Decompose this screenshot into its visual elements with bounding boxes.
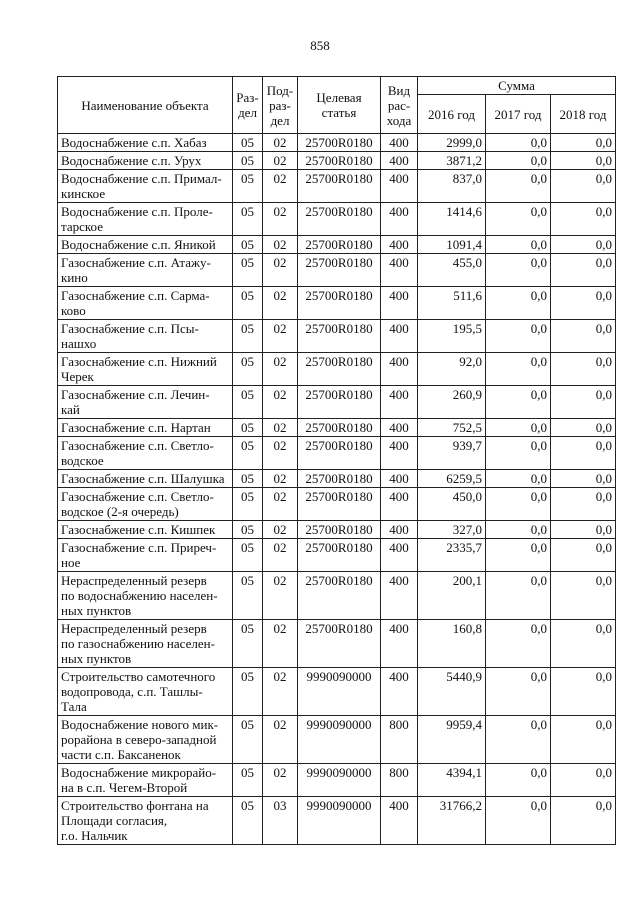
podrazdel-cell: 02	[263, 437, 298, 470]
header-name: Наименование объекта	[58, 77, 233, 134]
table-row	[58, 797, 616, 845]
sum-2017-cell: 0,0	[486, 419, 551, 437]
razdel-cell: 05	[233, 572, 263, 620]
podrazdel-cell: 02	[263, 134, 298, 152]
razdel-cell: 05	[233, 764, 263, 797]
object-name-cell: Газоснабжение с.п. Сарма- ково	[58, 287, 233, 320]
table-row	[58, 419, 616, 437]
sum-2016-cell: 1091,4	[418, 236, 486, 254]
podrazdel-cell: 02	[263, 386, 298, 419]
table-row	[58, 320, 616, 353]
sum-2018-cell: 0,0	[551, 134, 616, 152]
sum-2016-cell: 837,0	[418, 170, 486, 203]
sum-2018-cell: 0,0	[551, 572, 616, 620]
page-number: 858	[310, 38, 330, 53]
expense-type-cell: 400	[381, 134, 418, 152]
target-article-cell: 25700R0180	[298, 353, 381, 386]
podrazdel-cell: 02	[263, 254, 298, 287]
expense-type-cell: 400	[381, 254, 418, 287]
podrazdel-cell: 02	[263, 488, 298, 521]
podrazdel-cell: 02	[263, 668, 298, 716]
object-name-cell: Газоснабжение с.п. Шалушка	[58, 470, 233, 488]
object-name-cell: Газоснабжение с.п. Атажу- кино	[58, 254, 233, 287]
sum-2016-cell: 4394,1	[418, 764, 486, 797]
table-row	[58, 386, 616, 419]
sum-2018-cell: 0,0	[551, 170, 616, 203]
sum-2017-cell: 0,0	[486, 470, 551, 488]
sum-2018-cell: 0,0	[551, 620, 616, 668]
podrazdel-cell: 02	[263, 470, 298, 488]
sum-2018-cell: 0,0	[551, 353, 616, 386]
sum-2016-cell: 939,7	[418, 437, 486, 470]
razdel-cell: 05	[233, 539, 263, 572]
sum-2016-cell: 31766,2	[418, 797, 486, 845]
sum-2018-cell: 0,0	[551, 470, 616, 488]
podrazdel-cell: 02	[263, 320, 298, 353]
sum-2017-cell: 0,0	[486, 386, 551, 419]
sum-2017-cell: 0,0	[486, 203, 551, 236]
razdel-cell: 05	[233, 287, 263, 320]
podrazdel-cell: 02	[263, 419, 298, 437]
table-row	[58, 236, 616, 254]
header-razdel: Раз- дел	[233, 77, 263, 134]
razdel-cell: 05	[233, 437, 263, 470]
object-name-cell: Водоснабжение нового мик- рорайона в северо-западной части с.п. Баксаненок	[58, 716, 233, 764]
object-name-cell: Водоснабжение с.п. Яникой	[58, 236, 233, 254]
table-row	[58, 287, 616, 320]
table-row	[58, 203, 616, 236]
sum-2017-cell: 0,0	[486, 152, 551, 170]
sum-2016-cell: 2999,0	[418, 134, 486, 152]
sum-2016-cell: 752,5	[418, 419, 486, 437]
podrazdel-cell: 02	[263, 539, 298, 572]
podrazdel-cell: 02	[263, 716, 298, 764]
sum-2017-cell: 0,0	[486, 620, 551, 668]
podrazdel-cell: 02	[263, 620, 298, 668]
table-row	[58, 353, 616, 386]
object-name-cell: Водоснабжение с.п. Примал- кинское	[58, 170, 233, 203]
razdel-cell: 05	[233, 668, 263, 716]
razdel-cell: 05	[233, 716, 263, 764]
table-row	[58, 170, 616, 203]
target-article-cell: 25700R0180	[298, 620, 381, 668]
header-2017: 2017 год	[486, 95, 551, 134]
sum-2016-cell: 327,0	[418, 521, 486, 539]
sum-2017-cell: 0,0	[486, 764, 551, 797]
object-name-cell: Газоснабжение с.п. Лечин- кай	[58, 386, 233, 419]
sum-2017-cell: 0,0	[486, 254, 551, 287]
expense-type-cell: 400	[381, 320, 418, 353]
sum-2017-cell: 0,0	[486, 668, 551, 716]
sum-2017-cell: 0,0	[486, 320, 551, 353]
podrazdel-cell: 03	[263, 797, 298, 845]
budget-table	[57, 76, 616, 845]
header-2018: 2018 год	[551, 95, 616, 134]
sum-2018-cell: 0,0	[551, 419, 616, 437]
sum-2016-cell: 92,0	[418, 353, 486, 386]
target-article-cell: 25700R0180	[298, 419, 381, 437]
target-article-cell: 9990090000	[298, 797, 381, 845]
sum-2016-cell: 6259,5	[418, 470, 486, 488]
expense-type-cell: 400	[381, 488, 418, 521]
header-row	[58, 77, 616, 95]
table-row	[58, 488, 616, 521]
expense-type-cell: 400	[381, 539, 418, 572]
sum-2017-cell: 0,0	[486, 236, 551, 254]
razdel-cell: 05	[233, 236, 263, 254]
sum-2016-cell: 9959,4	[418, 716, 486, 764]
expense-type-cell: 400	[381, 419, 418, 437]
sum-2017-cell: 0,0	[486, 353, 551, 386]
object-name-cell: Газоснабжение с.п. Приреч- ное	[58, 539, 233, 572]
podrazdel-cell: 02	[263, 287, 298, 320]
razdel-cell: 05	[233, 152, 263, 170]
header-sum: Сумма	[418, 77, 616, 95]
expense-type-cell: 400	[381, 236, 418, 254]
sum-2016-cell: 450,0	[418, 488, 486, 521]
expense-type-cell: 400	[381, 437, 418, 470]
sum-2018-cell: 0,0	[551, 797, 616, 845]
table-row	[58, 470, 616, 488]
header-target: Целевая статья	[298, 77, 381, 134]
object-name-cell: Водоснабжение с.п. Проле- тарское	[58, 203, 233, 236]
object-name-cell: Нераспределенный резерв по газоснабжению населен- ных пунктов	[58, 620, 233, 668]
razdel-cell: 05	[233, 254, 263, 287]
sum-2018-cell: 0,0	[551, 764, 616, 797]
sum-2018-cell: 0,0	[551, 488, 616, 521]
sum-2018-cell: 0,0	[551, 236, 616, 254]
podrazdel-cell: 02	[263, 521, 298, 539]
target-article-cell: 25700R0180	[298, 572, 381, 620]
razdel-cell: 05	[233, 521, 263, 539]
table-row	[58, 764, 616, 797]
header-vid: Вид рас- хода	[381, 77, 418, 134]
sum-2016-cell: 195,5	[418, 320, 486, 353]
table-row	[58, 437, 616, 470]
object-name-cell: Строительство самотечного водопровода, с.п. Ташлы- Тала	[58, 668, 233, 716]
object-name-cell: Водоснабжение микрорайо- на в с.п. Чегем-Второй	[58, 764, 233, 797]
target-article-cell: 9990090000	[298, 716, 381, 764]
object-name-cell: Водоснабжение с.п. Хабаз	[58, 134, 233, 152]
razdel-cell: 05	[233, 419, 263, 437]
object-name-cell: Строительство фонтана на Площади согласия, г.о. Нальчик	[58, 797, 233, 845]
object-name-cell: Газоснабжение с.п. Нижний Черек	[58, 353, 233, 386]
sum-2016-cell: 455,0	[418, 254, 486, 287]
table-row	[58, 521, 616, 539]
expense-type-cell: 400	[381, 386, 418, 419]
target-article-cell: 25700R0180	[298, 152, 381, 170]
sum-2018-cell: 0,0	[551, 539, 616, 572]
target-article-cell: 25700R0180	[298, 236, 381, 254]
razdel-cell: 05	[233, 170, 263, 203]
podrazdel-cell: 02	[263, 353, 298, 386]
target-article-cell: 25700R0180	[298, 320, 381, 353]
razdel-cell: 05	[233, 203, 263, 236]
podrazdel-cell: 02	[263, 203, 298, 236]
sum-2016-cell: 160,8	[418, 620, 486, 668]
expense-type-cell: 400	[381, 287, 418, 320]
sum-2018-cell: 0,0	[551, 437, 616, 470]
table-row	[58, 620, 616, 668]
target-article-cell: 25700R0180	[298, 170, 381, 203]
expense-type-cell: 400	[381, 620, 418, 668]
table-row	[58, 134, 616, 152]
table-row	[58, 152, 616, 170]
table-row	[58, 254, 616, 287]
sum-2017-cell: 0,0	[486, 170, 551, 203]
sum-2016-cell: 1414,6	[418, 203, 486, 236]
target-article-cell: 25700R0180	[298, 470, 381, 488]
object-name-cell: Газоснабжение с.п. Светло- водское	[58, 437, 233, 470]
sum-2018-cell: 0,0	[551, 320, 616, 353]
target-article-cell: 9990090000	[298, 764, 381, 797]
target-article-cell: 25700R0180	[298, 254, 381, 287]
table-row	[58, 716, 616, 764]
target-article-cell: 25700R0180	[298, 287, 381, 320]
expense-type-cell: 400	[381, 353, 418, 386]
podrazdel-cell: 02	[263, 170, 298, 203]
razdel-cell: 05	[233, 134, 263, 152]
table-body	[58, 134, 616, 845]
sum-2017-cell: 0,0	[486, 437, 551, 470]
sum-2017-cell: 0,0	[486, 572, 551, 620]
header-podrazdel: Под- раз- дел	[263, 77, 298, 134]
podrazdel-cell: 02	[263, 236, 298, 254]
expense-type-cell: 400	[381, 203, 418, 236]
expense-type-cell: 400	[381, 170, 418, 203]
sum-2018-cell: 0,0	[551, 152, 616, 170]
expense-type-cell: 400	[381, 152, 418, 170]
object-name-cell: Газоснабжение с.п. Кишпек	[58, 521, 233, 539]
target-article-cell: 25700R0180	[298, 437, 381, 470]
razdel-cell: 05	[233, 620, 263, 668]
expense-type-cell: 400	[381, 797, 418, 845]
sum-2018-cell: 0,0	[551, 521, 616, 539]
sum-2016-cell: 260,9	[418, 386, 486, 419]
target-article-cell: 25700R0180	[298, 134, 381, 152]
expense-type-cell: 400	[381, 521, 418, 539]
razdel-cell: 05	[233, 797, 263, 845]
razdel-cell: 05	[233, 353, 263, 386]
sum-2016-cell: 2335,7	[418, 539, 486, 572]
target-article-cell: 9990090000	[298, 668, 381, 716]
object-name-cell: Нераспределенный резерв по водоснабжению населен- ных пунктов	[58, 572, 233, 620]
target-article-cell: 25700R0180	[298, 539, 381, 572]
sum-2018-cell: 0,0	[551, 203, 616, 236]
sum-2017-cell: 0,0	[486, 287, 551, 320]
sum-2017-cell: 0,0	[486, 488, 551, 521]
sum-2018-cell: 0,0	[551, 287, 616, 320]
sum-2016-cell: 3871,2	[418, 152, 486, 170]
expense-type-cell: 800	[381, 716, 418, 764]
expense-type-cell: 400	[381, 572, 418, 620]
podrazdel-cell: 02	[263, 764, 298, 797]
expense-type-cell: 400	[381, 470, 418, 488]
table-row	[58, 668, 616, 716]
object-name-cell: Газоснабжение с.п. Светло- водское (2-я очередь)	[58, 488, 233, 521]
header-2016: 2016 год	[418, 95, 486, 134]
target-article-cell: 25700R0180	[298, 488, 381, 521]
target-article-cell: 25700R0180	[298, 521, 381, 539]
sum-2017-cell: 0,0	[486, 716, 551, 764]
sum-2017-cell: 0,0	[486, 134, 551, 152]
podrazdel-cell: 02	[263, 572, 298, 620]
sum-2016-cell: 511,6	[418, 287, 486, 320]
razdel-cell: 05	[233, 488, 263, 521]
sum-2018-cell: 0,0	[551, 254, 616, 287]
sum-2018-cell: 0,0	[551, 386, 616, 419]
object-name-cell: Газоснабжение с.п. Псы- нашхо	[58, 320, 233, 353]
sum-2018-cell: 0,0	[551, 668, 616, 716]
expense-type-cell: 400	[381, 668, 418, 716]
sum-2017-cell: 0,0	[486, 797, 551, 845]
object-name-cell: Водоснабжение с.п. Урух	[58, 152, 233, 170]
sum-2017-cell: 0,0	[486, 539, 551, 572]
target-article-cell: 25700R0180	[298, 386, 381, 419]
razdel-cell: 05	[233, 386, 263, 419]
table-row	[58, 572, 616, 620]
sum-2018-cell: 0,0	[551, 716, 616, 764]
sum-2017-cell: 0,0	[486, 521, 551, 539]
razdel-cell: 05	[233, 320, 263, 353]
table-row	[58, 539, 616, 572]
sum-2016-cell: 5440,9	[418, 668, 486, 716]
expense-type-cell: 800	[381, 764, 418, 797]
object-name-cell: Газоснабжение с.п. Нартан	[58, 419, 233, 437]
podrazdel-cell: 02	[263, 152, 298, 170]
sum-2016-cell: 200,1	[418, 572, 486, 620]
target-article-cell: 25700R0180	[298, 203, 381, 236]
razdel-cell: 05	[233, 470, 263, 488]
